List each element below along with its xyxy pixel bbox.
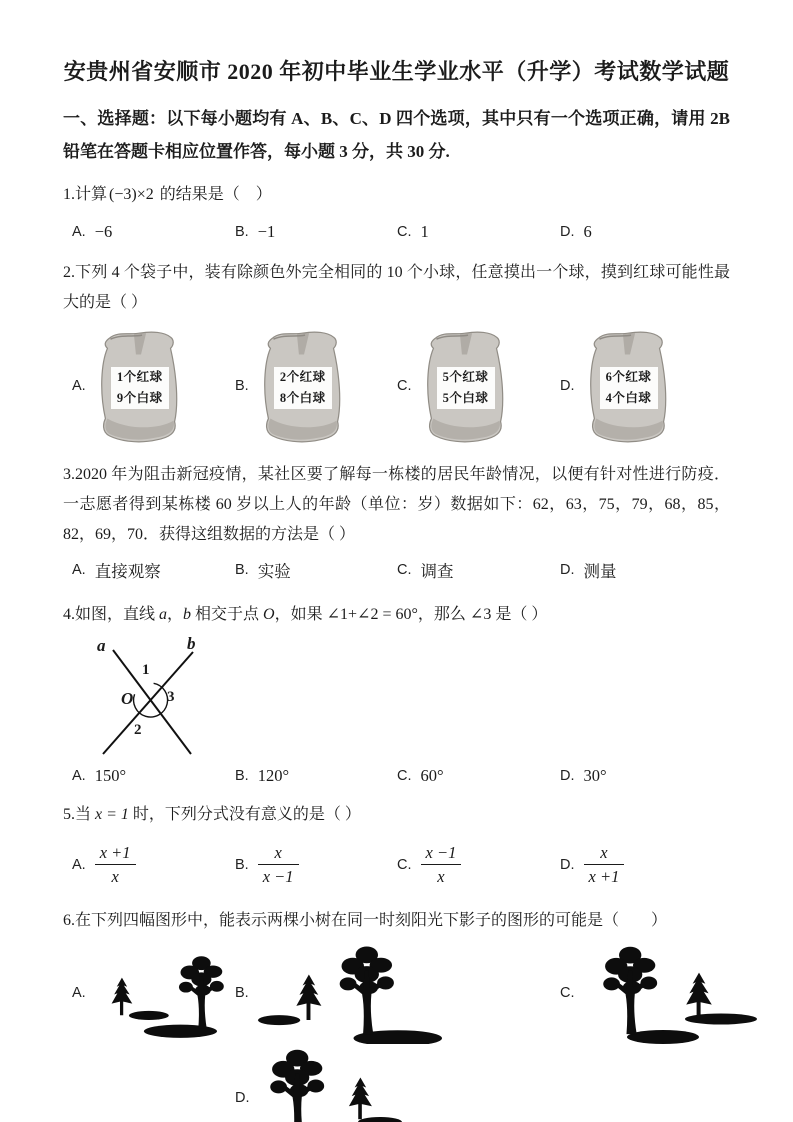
leafy-tree-icon (603, 947, 657, 1034)
stem-text: ，那么 (417, 606, 470, 623)
option-label: C. (397, 224, 412, 240)
leafy-tree-icon (339, 946, 393, 1034)
bag-red-count: 6个红球 (605, 370, 652, 384)
option-label: D. (560, 562, 575, 578)
denominator: x −1 (258, 864, 299, 887)
option-d (560, 558, 730, 582)
option-a (72, 842, 235, 888)
bag-white-count: 4个白球 (605, 391, 652, 405)
pine-tree-icon (111, 978, 132, 1016)
bag-label (274, 367, 332, 409)
option-value: 30° (583, 766, 607, 785)
question-6-option-d-row (63, 1044, 730, 1122)
trees-shadow-figure-a (94, 942, 235, 1044)
option-label: D. (560, 224, 575, 240)
bag-white-count: 9个白球 (116, 391, 163, 405)
bag-figure (582, 328, 676, 444)
bag-figure (419, 328, 513, 444)
fraction (95, 842, 136, 888)
option-value: 60° (420, 766, 444, 785)
question-3-stem: 3.2020 年为阻击新冠疫情，某社区要了解每一栋楼的居民年龄情况，以便有针对性进行防疫．一志愿者得到某栋楼 60 岁以上人的年龄（单位：岁）数据如下：62，63，75，79，68，85，82，69，70．获得这组数据的方法是（ ） (63, 466, 730, 543)
label-angle-2: 2 (134, 722, 142, 738)
bag-label (437, 367, 495, 409)
option-c (397, 766, 560, 786)
bag-label (600, 367, 658, 409)
option-a (72, 328, 235, 444)
shadow-shape (627, 1030, 699, 1044)
formula: x = 1 (95, 806, 129, 823)
option-label: C. (397, 378, 412, 394)
leafy-tree-icon (179, 956, 224, 1029)
denominator: x (421, 864, 462, 887)
shadow-shape (358, 1117, 402, 1122)
option-label: A. (72, 224, 86, 240)
question-2-stem: 2.下列 4 个袋子中，装有除颜色外完全相同的 10 个小球，任意摸出一个球，摸到红球可能性最大的是（ ） (63, 264, 730, 311)
var-o: O (263, 606, 275, 623)
question-6-options-row (63, 942, 730, 1044)
stem-text: 的结果是（ ） (155, 186, 272, 203)
bag-white-count: 8个白球 (279, 391, 326, 405)
numerator: x (274, 843, 282, 862)
bag-figure (256, 328, 350, 444)
option-b (235, 222, 397, 242)
option-value: 1 (420, 222, 429, 241)
option-a (72, 558, 235, 582)
label-point-o: O (121, 689, 134, 708)
option-d (560, 766, 730, 786)
stem-text: 5.当 (63, 806, 96, 823)
option-label: C. (560, 984, 575, 1001)
question-6-stem: 6.在下列四幅图形中，能表示两棵小树在同一时刻阳光下影子的图形的可能是（ ） (63, 911, 668, 929)
stem-text: ， (167, 606, 184, 623)
shadow-shape (685, 1013, 757, 1024)
pine-tree-icon (296, 974, 321, 1019)
option-label: A. (72, 984, 86, 1001)
shadow-shape (258, 1015, 300, 1025)
option-a (72, 766, 235, 786)
stem-text: 时，下列分式没有意义的是（ ） (128, 806, 361, 823)
option-label: B. (235, 768, 249, 784)
label-line-a: a (97, 636, 106, 655)
fraction (421, 842, 462, 888)
pine-tree-icon (348, 1077, 371, 1119)
option-label: A. (72, 378, 86, 394)
option-label: D. (560, 768, 575, 784)
fraction (258, 842, 299, 888)
section-intro: 一、选择题：以下每小题均有 A、B、C、D 四个选项，其中只有一个选项正确，请用 2B 铅笔在答题卡相应位置作答，每小题 3 分，共 30 分. (63, 109, 730, 161)
bag-label (111, 367, 169, 409)
pine-tree-icon (686, 972, 712, 1018)
label-angle-1: 1 (142, 662, 150, 678)
option-label: B. (235, 856, 249, 873)
trees-shadow-figure-c (583, 942, 758, 1044)
question-5-options (63, 842, 730, 888)
option-value: −1 (257, 222, 276, 241)
shadow-shape (129, 1011, 169, 1020)
option-value: 调查 (420, 562, 454, 581)
option-value: 6 (583, 222, 592, 241)
option-c (560, 942, 758, 1044)
question-5-stem (63, 800, 730, 830)
stem-text: 相交于点 (191, 606, 264, 623)
page-title: 安贵州省安顺市 2020 年初中毕业生学业水平（升学）考试数学试题 (63, 59, 730, 84)
trees-shadow-figure-d (258, 1044, 418, 1122)
question-4-stem (63, 600, 730, 630)
numerator: x −1 (425, 843, 457, 862)
bag-white-count: 5个白球 (442, 391, 489, 405)
bag-red-count: 5个红球 (442, 370, 489, 384)
option-value: 实验 (257, 562, 291, 581)
option-b (235, 558, 397, 582)
option-value: 120° (257, 766, 290, 785)
option-b (235, 942, 560, 1044)
label-angle-3: 3 (167, 689, 175, 705)
bag-red-count: 1个红球 (116, 370, 163, 384)
option-a (72, 222, 235, 242)
option-value: −6 (94, 222, 113, 241)
stem-text: 4.如图，直线 (63, 606, 160, 623)
option-c (397, 328, 560, 444)
formula: ∠3 (469, 606, 492, 623)
option-c (397, 558, 560, 582)
option-label: B. (235, 562, 249, 578)
option-label: B. (235, 224, 249, 240)
formula: (−3)×2 (109, 186, 154, 203)
bag-red-count: 2个红球 (279, 370, 326, 384)
option-value: 测量 (583, 562, 617, 581)
option-label: A. (72, 768, 86, 784)
var-b: b (183, 606, 192, 623)
option-label: C. (397, 562, 412, 578)
question-4-options (63, 766, 730, 786)
option-d (560, 328, 730, 444)
denominator: x +1 (584, 864, 625, 887)
question-3-options (63, 558, 730, 582)
stem-text: ，如果 (274, 606, 327, 623)
option-b (235, 328, 397, 444)
option-label: C. (397, 856, 412, 873)
question-1-stem (63, 180, 730, 210)
option-label: D. (560, 856, 575, 873)
option-label: B. (235, 378, 249, 394)
option-a (72, 942, 235, 1044)
denominator: x (95, 864, 136, 887)
option-c (397, 222, 560, 242)
option-label: A. (72, 856, 86, 873)
fraction (584, 842, 625, 888)
question-2-options (63, 328, 730, 444)
option-value: 直接观察 (94, 562, 161, 581)
option-label: C. (397, 768, 412, 784)
option-label: D. (235, 1089, 250, 1106)
option-d (560, 222, 730, 242)
numerator: x +1 (99, 843, 131, 862)
var-a: a (159, 606, 168, 623)
question-1-options (63, 222, 730, 242)
option-c (397, 842, 560, 888)
intersecting-lines-figure (73, 634, 253, 758)
leafy-tree-icon (270, 1050, 324, 1122)
option-d (560, 842, 730, 888)
stem-text: 1.计算 (63, 186, 108, 203)
bag-figure (93, 328, 187, 444)
option-b (235, 766, 397, 786)
trees-shadow-figure-b (257, 942, 443, 1044)
label-line-b: b (187, 634, 196, 653)
option-b (235, 842, 397, 888)
option-value: 150° (94, 766, 127, 785)
option-label: D. (560, 378, 575, 394)
stem-text: 是（ ） (491, 606, 548, 623)
formula: ∠1+∠2 = 60° (326, 606, 418, 623)
option-label: B. (235, 984, 249, 1001)
numerator: x (600, 843, 608, 862)
option-label: A. (72, 562, 86, 578)
